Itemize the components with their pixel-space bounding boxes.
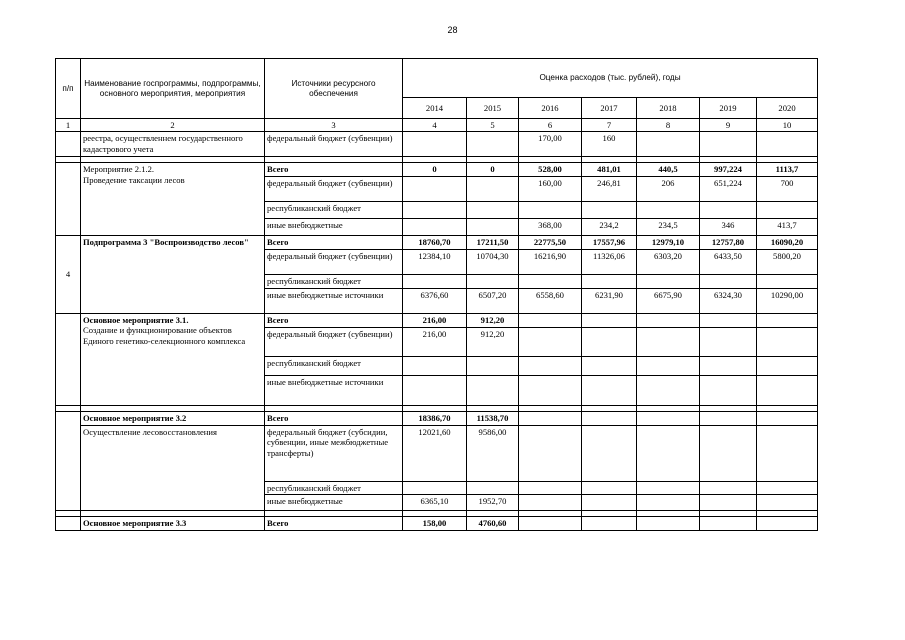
row-subtitle: Проведение таксации лесов <box>83 174 185 185</box>
value-cell <box>467 132 519 157</box>
source-cell: федеральный бюджет (субвенции) <box>265 132 403 157</box>
value-cell: 12979,10 <box>637 236 700 250</box>
value-cell <box>700 425 757 481</box>
pp-cell <box>56 411 81 510</box>
value-cell: 17211,50 <box>467 236 519 250</box>
value-cell: 997,224 <box>700 163 757 177</box>
col-number: 4 <box>403 119 467 132</box>
value-cell: 413,7 <box>757 219 818 236</box>
value-cell <box>637 411 700 425</box>
value-cell: 16090,20 <box>757 236 818 250</box>
value-cell <box>467 275 519 288</box>
row-name: Подпрограмма 3 "Воспроизводство лесов" <box>81 236 265 313</box>
value-cell <box>403 275 467 288</box>
value-cell <box>757 275 818 288</box>
value-cell <box>700 375 757 405</box>
value-cell <box>519 517 582 531</box>
source-cell: иные внебюджетные источники <box>265 375 403 405</box>
value-cell <box>637 313 700 327</box>
value-cell: 6231,90 <box>582 288 637 313</box>
value-cell: 216,00 <box>403 327 467 356</box>
row-name <box>81 163 265 236</box>
value-cell <box>637 132 700 157</box>
value-cell <box>700 275 757 288</box>
value-cell: 528,00 <box>519 163 582 177</box>
value-cell: 6675,90 <box>637 288 700 313</box>
value-cell: 6324,30 <box>700 288 757 313</box>
value-cell <box>700 313 757 327</box>
value-cell: 6558,60 <box>519 288 582 313</box>
value-cell: 22775,50 <box>519 236 582 250</box>
value-cell <box>700 517 757 531</box>
value-cell <box>582 356 637 375</box>
source-cell: Всего <box>265 236 403 250</box>
col-number: 6 <box>519 119 582 132</box>
source-cell: федеральный бюджет (субсидии, субвенции, иные межбюджетные трансферты) <box>265 425 403 481</box>
value-cell: 17557,96 <box>582 236 637 250</box>
value-cell <box>757 411 818 425</box>
row-title: Мероприятие 2.1.2. <box>83 164 155 175</box>
value-cell: 6365,10 <box>403 495 467 511</box>
value-cell <box>637 327 700 356</box>
value-cell: 0 <box>403 163 467 177</box>
table-row <box>56 236 818 250</box>
value-cell: 6303,20 <box>637 250 700 275</box>
value-cell <box>637 481 700 494</box>
value-cell <box>467 177 519 202</box>
col-number: 10 <box>757 119 818 132</box>
source-cell: республиканский бюджет <box>265 202 403 219</box>
value-cell <box>519 313 582 327</box>
row-name <box>81 313 265 405</box>
source-cell: республиканский бюджет <box>265 481 403 494</box>
table-row <box>56 132 818 157</box>
header-pp: п/п <box>56 59 81 119</box>
value-cell: 6376,60 <box>403 288 467 313</box>
source-cell: республиканский бюджет <box>265 275 403 288</box>
value-cell <box>519 356 582 375</box>
budget-table <box>55 58 818 531</box>
value-cell <box>519 275 582 288</box>
value-cell <box>757 481 818 494</box>
header-source: Источники ресурсного обеспечения <box>265 59 403 119</box>
value-cell <box>637 425 700 481</box>
col-number: 2 <box>81 119 265 132</box>
value-cell <box>757 313 818 327</box>
value-cell: 6507,20 <box>467 288 519 313</box>
value-cell <box>700 481 757 494</box>
header-estimate: Оценка расходов (тыс. рублей), годы <box>403 59 818 98</box>
value-cell: 11538,70 <box>467 411 519 425</box>
value-cell <box>582 481 637 494</box>
value-cell <box>403 132 467 157</box>
value-cell: 18760,70 <box>403 236 467 250</box>
value-cell <box>403 356 467 375</box>
value-cell <box>467 219 519 236</box>
value-cell <box>757 327 818 356</box>
value-cell <box>519 375 582 405</box>
value-cell: 700 <box>757 177 818 202</box>
value-cell: 11326,06 <box>582 250 637 275</box>
value-cell: 170,00 <box>519 132 582 157</box>
source-cell: иные внебюджетные <box>265 495 403 511</box>
value-cell <box>582 327 637 356</box>
row-name: реестра, осуществленнем государственного кадастрового учета <box>81 132 265 157</box>
value-cell: 10290,00 <box>757 288 818 313</box>
value-cell <box>637 495 700 511</box>
value-cell: 5800,20 <box>757 250 818 275</box>
value-cell <box>637 375 700 405</box>
value-cell <box>467 356 519 375</box>
source-cell: Всего <box>265 517 403 531</box>
value-cell: 206 <box>637 177 700 202</box>
row-subtitle: Осуществление лесовосстановления <box>81 425 265 510</box>
year-header: 2017 <box>582 98 637 119</box>
value-cell: 246,81 <box>582 177 637 202</box>
value-cell <box>757 132 818 157</box>
value-cell <box>700 356 757 375</box>
table-row <box>56 163 818 177</box>
source-cell: Всего <box>265 313 403 327</box>
row-subtitle: Создание и функционирование объектов Единого генетико-селекционного комплекса <box>83 325 246 346</box>
value-cell <box>519 481 582 494</box>
value-cell: 216,00 <box>403 313 467 327</box>
pp-cell: 4 <box>56 236 81 313</box>
value-cell: 158,00 <box>403 517 467 531</box>
col-number: 7 <box>582 119 637 132</box>
col-number: 8 <box>637 119 700 132</box>
value-cell: 16216,90 <box>519 250 582 275</box>
value-cell: 4760,60 <box>467 517 519 531</box>
pp-cell <box>56 517 81 531</box>
source-cell: иные внебюджетные источники <box>265 288 403 313</box>
value-cell <box>403 375 467 405</box>
table-row <box>56 425 818 481</box>
value-cell <box>467 481 519 494</box>
value-cell <box>637 517 700 531</box>
value-cell: 0 <box>467 163 519 177</box>
row-title: Основное мероприятие 3.3 <box>81 517 265 531</box>
year-header: 2018 <box>637 98 700 119</box>
value-cell: 346 <box>700 219 757 236</box>
value-cell: 9586,00 <box>467 425 519 481</box>
value-cell: 6433,50 <box>700 250 757 275</box>
col-number: 9 <box>700 119 757 132</box>
value-cell <box>519 411 582 425</box>
row-title: Основное мероприятие 3.1. <box>83 314 189 325</box>
value-cell <box>519 495 582 511</box>
table-row <box>56 313 818 327</box>
value-cell: 12021,60 <box>403 425 467 481</box>
source-cell: Всего <box>265 411 403 425</box>
col-number: 1 <box>56 119 81 132</box>
value-cell <box>757 425 818 481</box>
value-cell <box>700 495 757 511</box>
value-cell <box>519 327 582 356</box>
source-cell: республиканский бюджет <box>265 356 403 375</box>
pp-cell <box>56 132 81 157</box>
year-header: 2014 <box>403 98 467 119</box>
value-cell <box>403 177 467 202</box>
row-title: Основное мероприятие 3.2 <box>81 411 265 425</box>
value-cell <box>467 375 519 405</box>
value-cell <box>757 375 818 405</box>
value-cell: 481,01 <box>582 163 637 177</box>
year-header: 2019 <box>700 98 757 119</box>
value-cell: 912,20 <box>467 327 519 356</box>
value-cell: 651,224 <box>700 177 757 202</box>
value-cell <box>403 219 467 236</box>
value-cell <box>582 202 637 219</box>
source-cell: иные внебюджетные <box>265 219 403 236</box>
value-cell <box>757 356 818 375</box>
value-cell: 234,5 <box>637 219 700 236</box>
value-cell: 1952,70 <box>467 495 519 511</box>
value-cell <box>757 495 818 511</box>
value-cell <box>582 517 637 531</box>
value-cell <box>757 202 818 219</box>
value-cell <box>700 132 757 157</box>
value-cell: 160 <box>582 132 637 157</box>
value-cell <box>403 481 467 494</box>
year-header: 2016 <box>519 98 582 119</box>
table-row <box>56 517 818 531</box>
value-cell <box>582 425 637 481</box>
value-cell: 12384,10 <box>403 250 467 275</box>
value-cell <box>700 202 757 219</box>
value-cell <box>637 275 700 288</box>
value-cell <box>582 375 637 405</box>
value-cell: 440,5 <box>637 163 700 177</box>
value-cell: 368,00 <box>519 219 582 236</box>
pp-cell <box>56 313 81 405</box>
value-cell: 12757,80 <box>700 236 757 250</box>
value-cell: 912,20 <box>467 313 519 327</box>
value-cell: 1113,7 <box>757 163 818 177</box>
value-cell <box>582 495 637 511</box>
page-number: 28 <box>447 25 458 35</box>
value-cell <box>700 411 757 425</box>
value-cell <box>582 275 637 288</box>
value-cell: 160,00 <box>519 177 582 202</box>
value-cell <box>757 517 818 531</box>
value-cell: 234,2 <box>582 219 637 236</box>
source-cell: федеральный бюджет (субвенции) <box>265 327 403 356</box>
value-cell <box>519 202 582 219</box>
value-cell <box>467 202 519 219</box>
value-cell: 10704,30 <box>467 250 519 275</box>
value-cell <box>700 327 757 356</box>
col-number: 5 <box>467 119 519 132</box>
header-name: Наименование госпрограммы, подпрограммы, основного мероприятия, мероприятия <box>81 59 265 119</box>
year-header: 2015 <box>467 98 519 119</box>
source-cell: федеральный бюджет (субвенции) <box>265 250 403 275</box>
value-cell <box>582 313 637 327</box>
source-cell: федеральный бюджет (субвенции) <box>265 177 403 202</box>
value-cell <box>582 411 637 425</box>
col-number: 3 <box>265 119 403 132</box>
value-cell <box>403 202 467 219</box>
value-cell <box>519 425 582 481</box>
value-cell: 18386,70 <box>403 411 467 425</box>
source-cell: Всего <box>265 163 403 177</box>
value-cell <box>637 202 700 219</box>
year-header: 2020 <box>757 98 818 119</box>
pp-cell <box>56 163 81 236</box>
table-row <box>56 411 818 425</box>
value-cell <box>637 356 700 375</box>
